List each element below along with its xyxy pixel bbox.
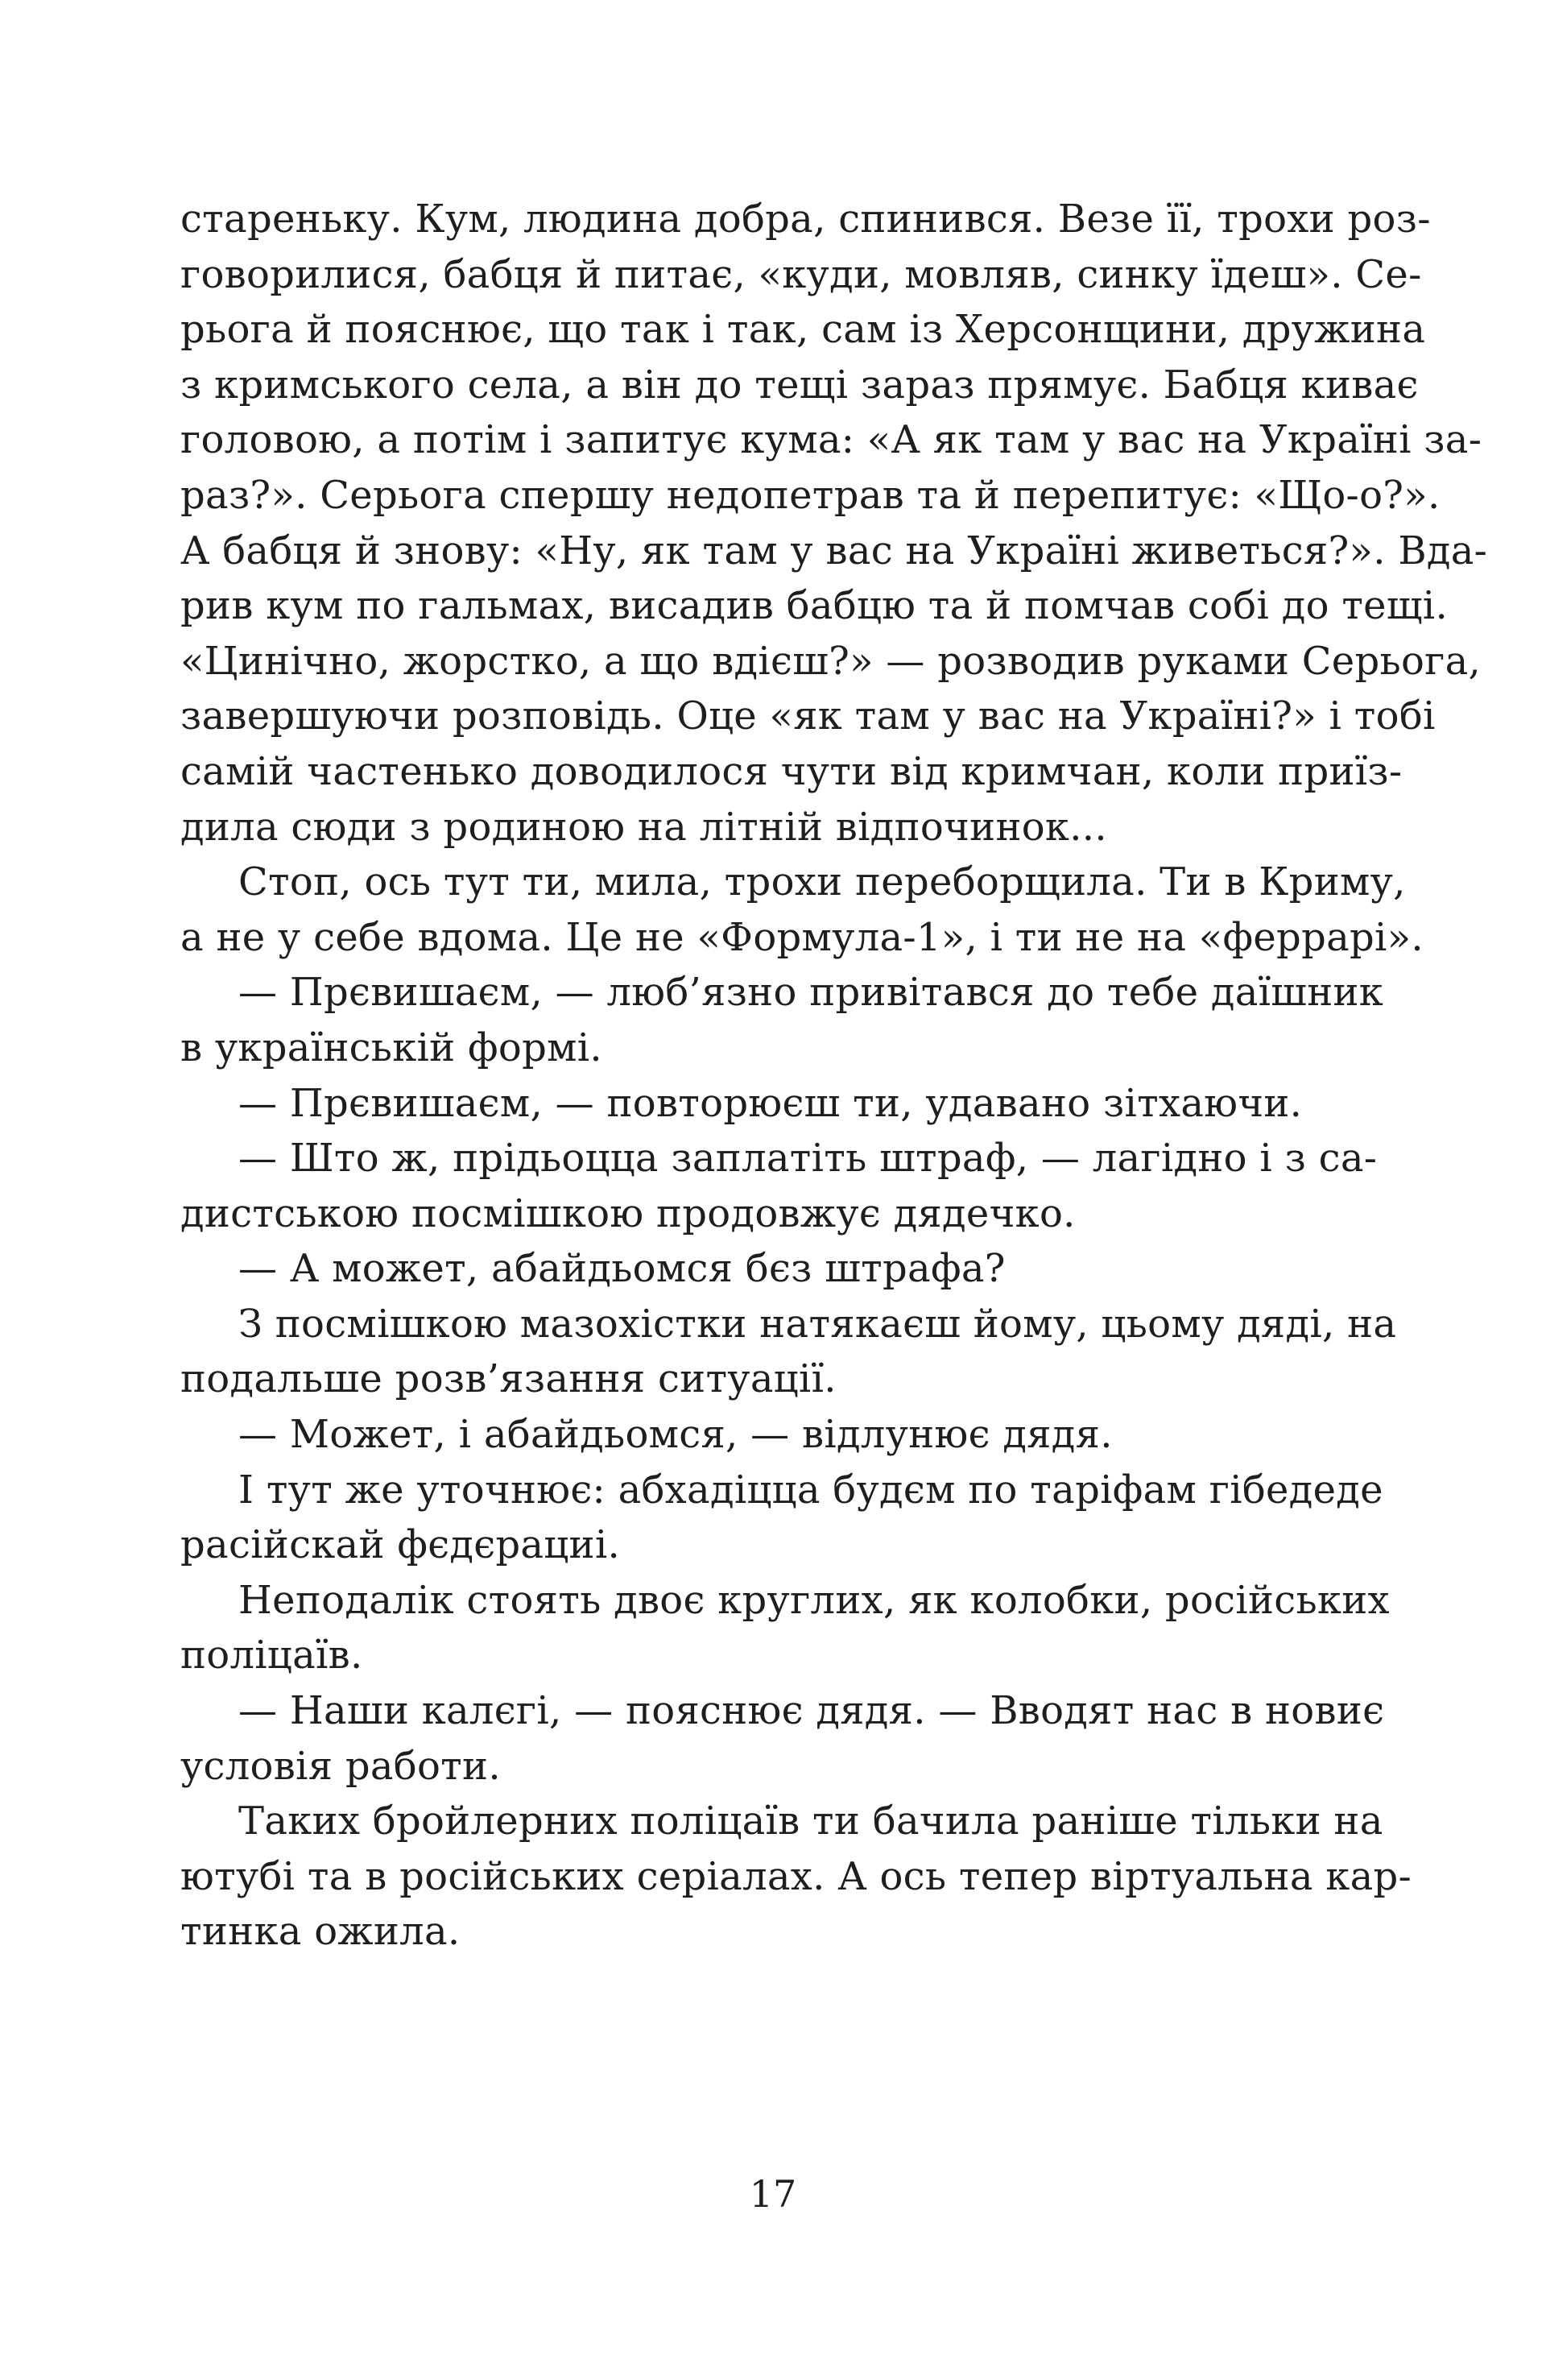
text-line: з кримського села, а він до тещі зараз прямує. Бабця киває (180, 362, 1419, 408)
page-body-text (180, 192, 1488, 1960)
text-line: Таких бройлерних поліцаїв ти бачила раніше тільки на (238, 1798, 1383, 1844)
text-line: говорилися, бабця й питає, «куди, мовляв, синку їдеш». Се- (180, 251, 1422, 297)
text-line: головою, а потім і запитує кума: «А як там у вас на Україні за- (180, 417, 1482, 463)
text-line: в українській формі. (180, 1024, 602, 1070)
text-line: условія работи. (180, 1743, 501, 1789)
text-line: «Цинічно, жорстко, а що вдієш?» — розводив руками Серьога, (180, 638, 1482, 684)
text-line: Неподалік стоять двоє круглих, як колобки, російських (238, 1577, 1390, 1623)
text-line: рив кум по гальмах, висадив бабцю та й помчав собі до тещі. (180, 583, 1449, 629)
text-line: раз?». Серьога спершу недопетрав та й перепитує: «Що-о?». (180, 472, 1441, 518)
text-line: — Што ж, прідьоцца заплатіть штраф, — лагідно і з са- (238, 1136, 1378, 1182)
text-line: подальше розв’язання ситуації. (180, 1356, 837, 1402)
text-line: — А может, абайдьомся бєз штрафа? (238, 1246, 1006, 1292)
text-line: рьога й пояснює, що так і так, сам із Херсонщини, дружина (180, 307, 1426, 353)
text-line: расійскай фєдєрациі. (180, 1522, 621, 1568)
text-line: стареньку. Кум, людина добра, спинився. Везе її, трохи роз- (180, 197, 1431, 242)
text-line: — Наши калєгі, — пояснює дядя. — Вводят нас в новиє (238, 1688, 1385, 1734)
text-line: — Может, і абайдьомся, — відлунює дядя. (238, 1412, 1113, 1458)
page-number: 17 (749, 2172, 797, 2216)
text-line: дила сюди з родиною на літній відпочинок... (180, 804, 1107, 850)
text-line: І тут же уточнює: абхадіцца будєм по таріфам гібедеде (238, 1467, 1383, 1513)
text-line: — Прєвишаєм, — повторюєш ти, удавано зітхаючи. (238, 1080, 1303, 1126)
text-line: З посмішкою мазохістки натякаєш йому, цьому дяді, на (238, 1301, 1397, 1347)
text-line: а не у себе вдома. Це не «Формула-1», і ти не на «феррарі». (180, 914, 1424, 960)
text-line: самій частенько доводилося чути від кримчан, коли приїз- (180, 748, 1403, 794)
text-line: Стоп, ось тут ти, мила, трохи переборщила. Ти в Криму, (238, 859, 1406, 905)
text-line: поліцаїв. (180, 1633, 363, 1678)
text-line: А бабця й знову: «Ну, як там у вас на Україні живеться?». Вда- (180, 528, 1488, 573)
text-line: завершуючи розповідь. Оце «як там у вас на Україні?» і тобі (180, 693, 1436, 739)
text-line: тинка ожила. (180, 1909, 461, 1955)
text-line: дистською посмішкою продовжує дядечко. (180, 1190, 1076, 1236)
text-line: ютубі та в російських серіалах. А ось тепер віртуальна кар- (180, 1853, 1412, 1899)
text-line: — Прєвишаєм, — люб’язно привітався до тебе даїшник (238, 970, 1384, 1016)
